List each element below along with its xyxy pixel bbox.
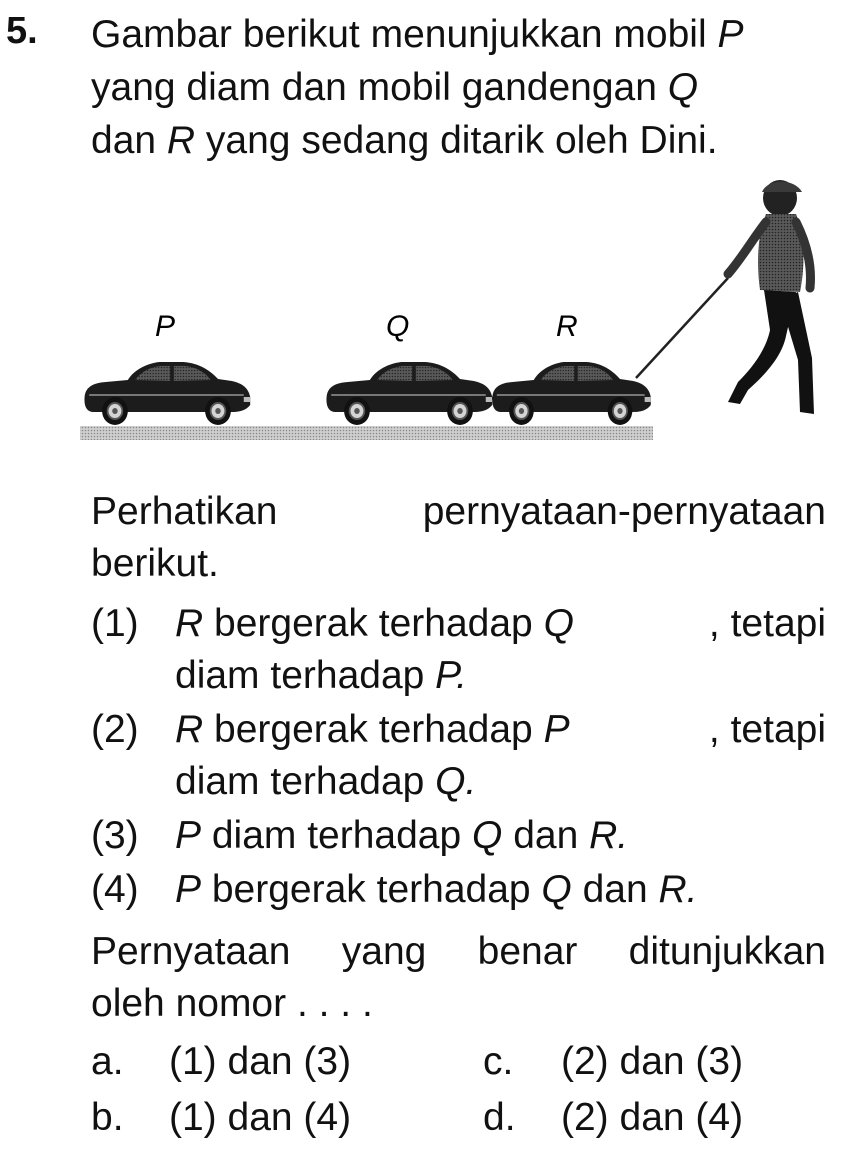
statement-line: diam terhadap Q.: [175, 760, 477, 803]
instruction: [91, 486, 826, 590]
ground: [80, 426, 653, 440]
statement-line: P diam terhadap Q dan R.: [175, 814, 629, 857]
instruction-line: berikut.: [91, 542, 219, 585]
prompt-line: Pernyataan yang benar ditunjukkan: [91, 930, 826, 973]
option-letter: b.: [91, 1096, 124, 1139]
option-d[interactable]: [483, 1096, 743, 1140]
option-letter: d.: [483, 1096, 516, 1139]
statement-3: [91, 810, 826, 862]
stem-line: yang diam dan mobil gandengan Q: [91, 66, 699, 109]
cars-illustration: [0, 168, 843, 458]
statement-1: [91, 598, 826, 702]
rope: [636, 278, 728, 378]
label-q: Q: [386, 310, 410, 343]
question-stem: [91, 8, 826, 167]
statement-line: diam terhadap P.: [175, 654, 467, 697]
statement-number: (4): [91, 868, 139, 911]
car-p: [84, 362, 250, 425]
label-p: P: [155, 310, 176, 343]
question-prompt: [91, 926, 826, 1030]
option-a[interactable]: [91, 1040, 351, 1084]
statement-2: [91, 704, 826, 808]
stem-line: dan R yang sedang ditarik oleh Dini.: [91, 119, 718, 162]
label-r: R: [556, 310, 578, 343]
stem-line: Gambar berikut menunjukkan mobil P: [91, 13, 744, 56]
prompt-line: oleh nomor . . . .: [91, 982, 373, 1025]
statement-line: R bergerak terhadap Q , tetapi: [175, 602, 826, 645]
question-number: 5.: [6, 10, 38, 52]
option-text: (2) dan (4): [561, 1096, 744, 1139]
statement-4: [91, 864, 826, 916]
car-r: [492, 362, 651, 425]
statement-line: P bergerak terhadap Q dan R.: [175, 868, 698, 911]
option-letter: c.: [483, 1040, 514, 1083]
answer-options: [91, 1040, 826, 1152]
person-dini: [728, 180, 814, 414]
statement-number: (2): [91, 708, 139, 751]
option-text: (1) dan (3): [169, 1040, 352, 1083]
option-text: (2) dan (3): [561, 1040, 744, 1083]
statement-number: (1): [91, 602, 139, 645]
statement-line: R bergerak terhadap P , tetapi: [175, 708, 826, 751]
option-c[interactable]: [483, 1040, 743, 1084]
option-text: (1) dan (4): [169, 1096, 352, 1139]
statement-number: (3): [91, 814, 139, 857]
instruction-line: Perhatikan pernyataan-pernyataan: [91, 490, 826, 533]
car-q: [326, 362, 492, 425]
statement-list: [91, 598, 826, 918]
option-b[interactable]: [91, 1096, 351, 1140]
option-letter: a.: [91, 1040, 124, 1083]
